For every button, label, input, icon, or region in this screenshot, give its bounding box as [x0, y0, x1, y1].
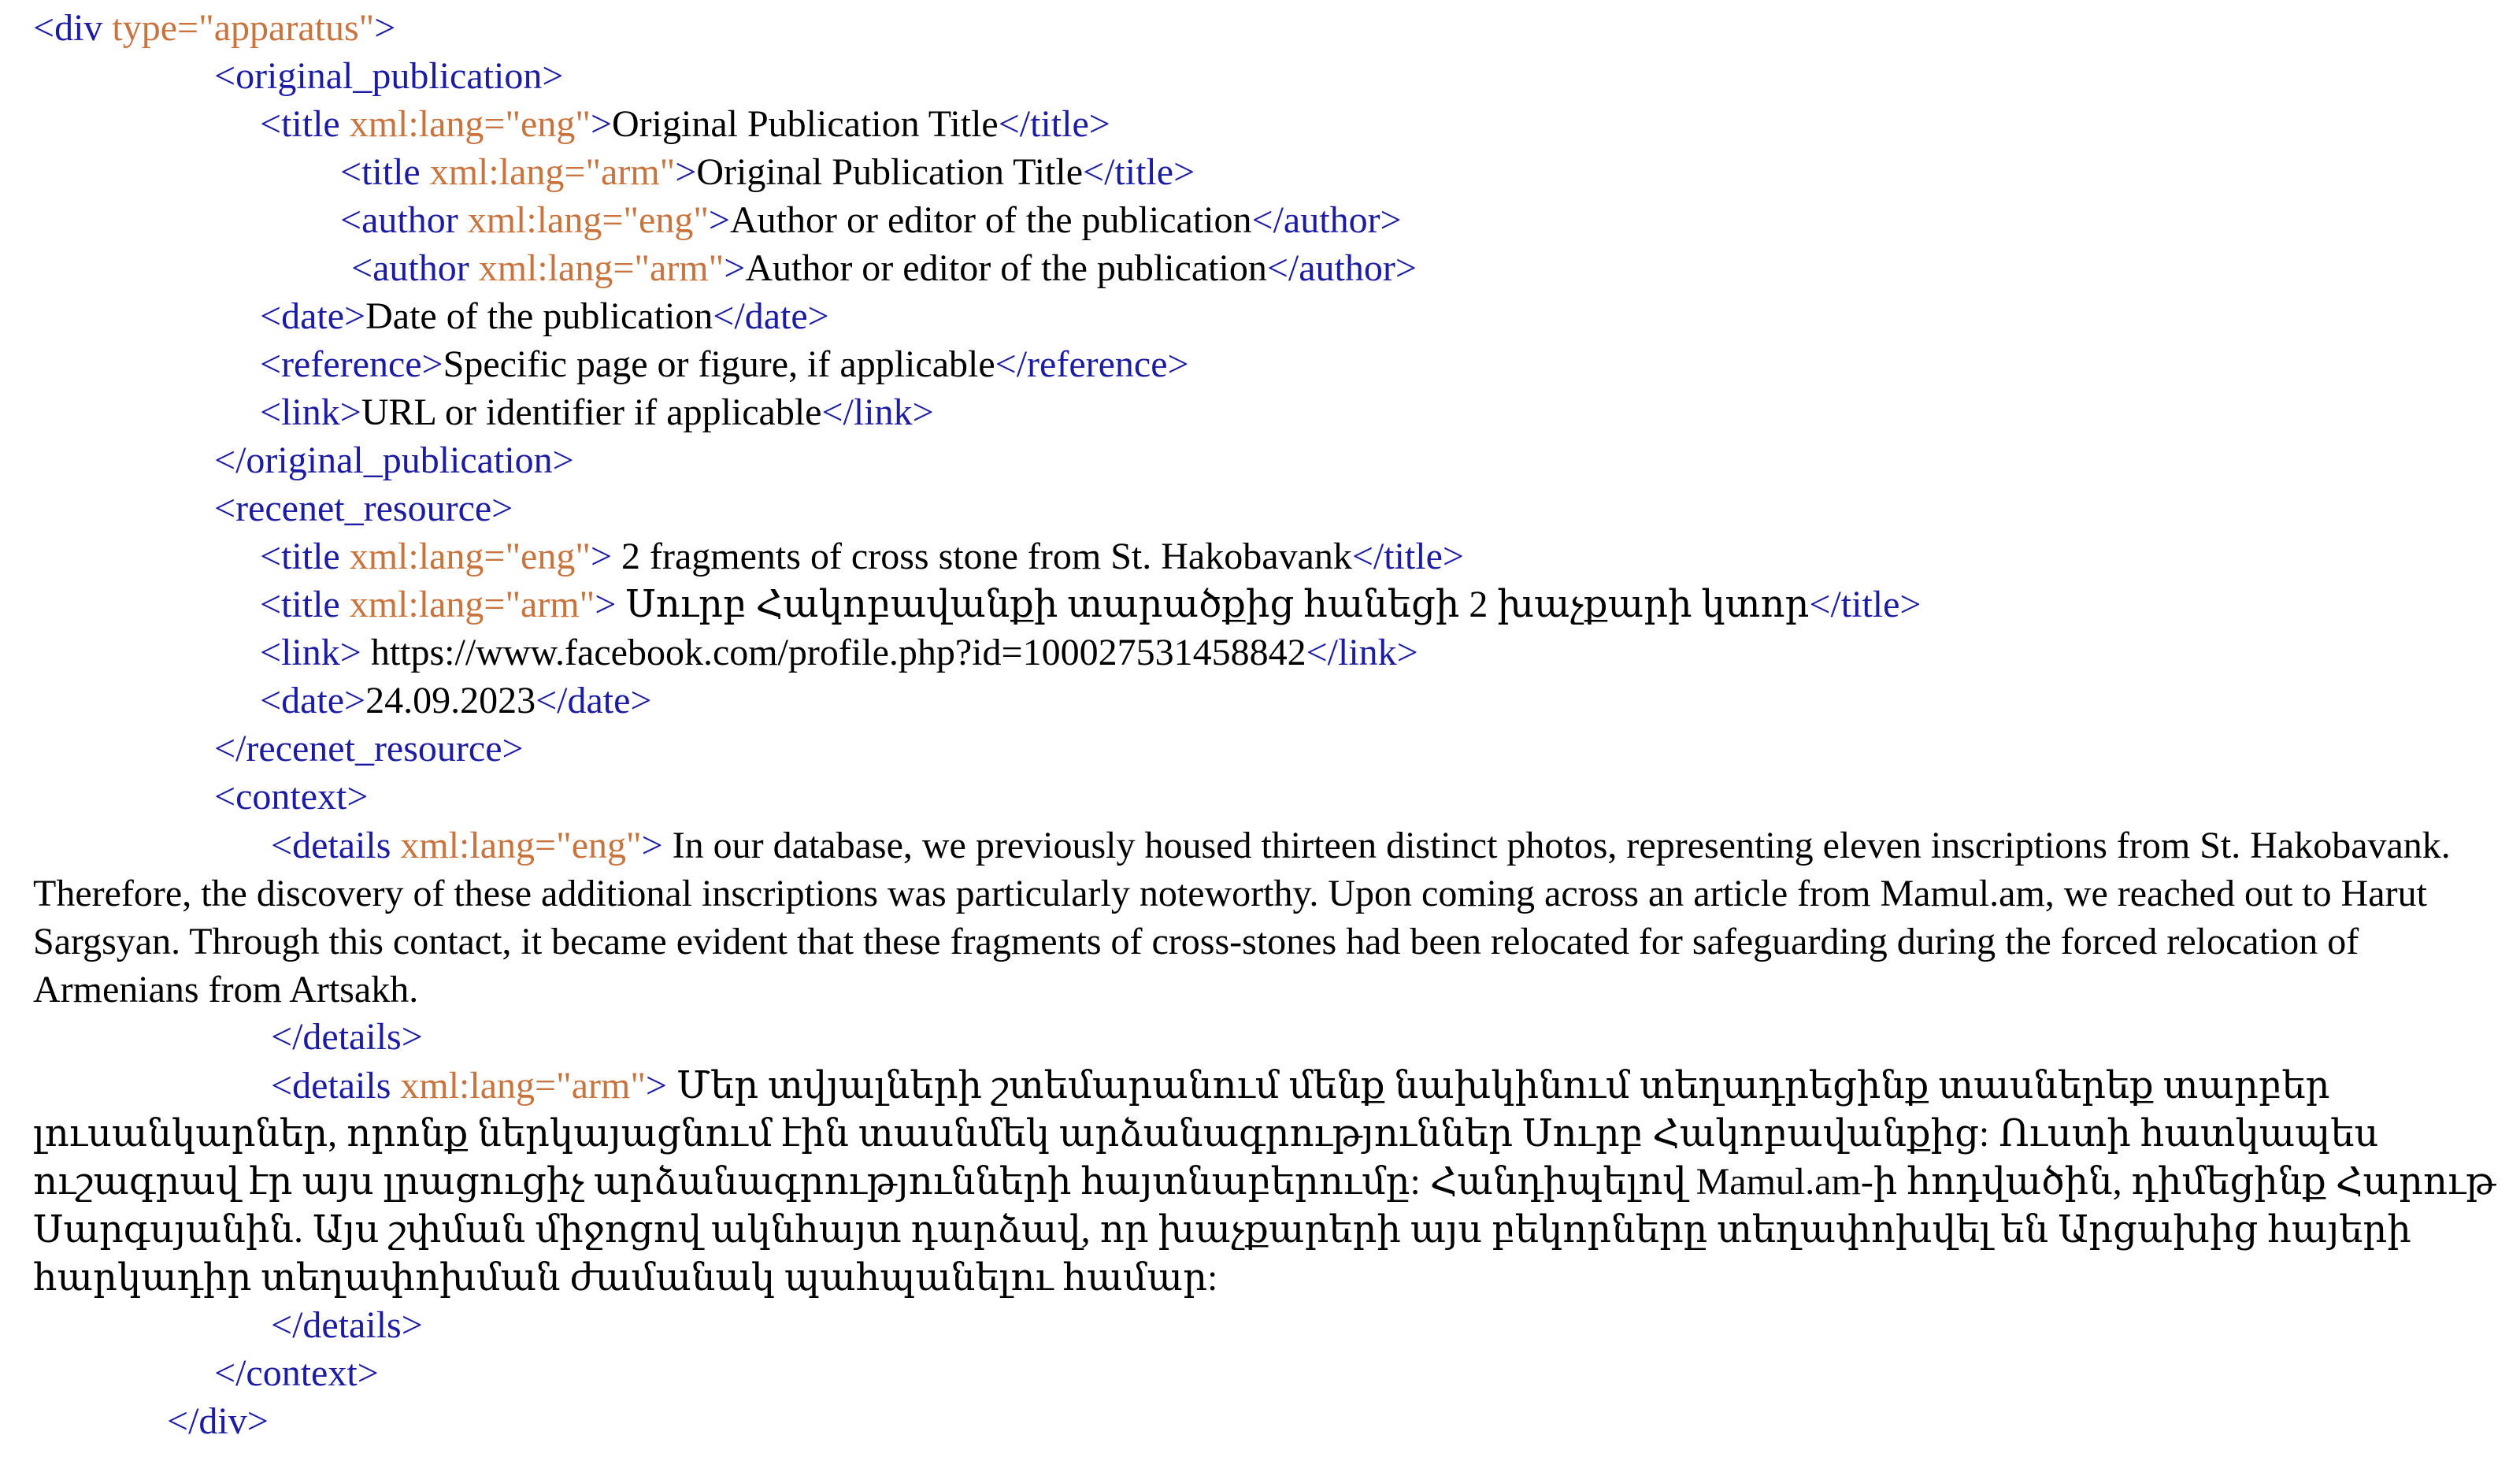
details-eng-close-line	[271, 1014, 423, 1061]
orig-reference-line	[260, 341, 1189, 388]
lang-value: "eng"	[556, 825, 642, 866]
title-open-tag: <title	[340, 151, 421, 193]
details-eng-text: In our database, we previously housed thirteen distinct photos, representing eleven inscriptions from St. Hakobavank. Therefore, the discovery of these additional inscriptions was particularly noteworthy. Upon coming across an article from Mamul.am, we reached out to Harut Sargsyan. Through this contact, it became evident that these fragments of cross-stones had been relocated for safeguarding during the forced relocation of Armenians from Artsakh.	[33, 825, 2451, 1010]
original-publication-open-tag: <original_publication>	[214, 55, 564, 97]
title-close-tag: </title>	[1083, 151, 1195, 193]
original-publication-close-tag: </original_publication>	[214, 439, 574, 481]
div-type-attr: type=	[102, 7, 199, 49]
title-gt: >	[595, 584, 617, 625]
orig-title-eng-text: Original Publication Title	[612, 103, 999, 145]
date-close-tag: </date>	[536, 680, 652, 721]
div-close-line	[167, 1398, 269, 1445]
orig-author-arm-text: Author or editor of the publication	[745, 247, 1267, 289]
orig-title-arm-text: Original Publication Title	[696, 151, 1084, 193]
context-close-line	[214, 1350, 379, 1397]
orig-author-arm-line	[351, 245, 1417, 292]
res-date-line	[260, 677, 652, 725]
reference-close-tag: </reference>	[995, 343, 1189, 385]
details-open-tag: <details	[271, 825, 391, 866]
link-open-tag: <link>	[260, 391, 361, 433]
lang-attr: xml:lang=	[339, 103, 506, 145]
author-gt: >	[724, 247, 746, 289]
lang-attr: xml:lang=	[420, 151, 586, 193]
div-open-gt: >	[374, 7, 396, 49]
title-close-tag: </title>	[998, 103, 1110, 145]
title-close-tag: </title>	[1351, 536, 1464, 577]
title-open-tag: <title	[260, 536, 340, 577]
title-gt: >	[675, 151, 697, 193]
recenet-resource-close-line	[214, 725, 524, 773]
lang-attr: xml:lang=	[339, 584, 506, 625]
details-eng-paragraph	[33, 821, 2511, 1014]
lang-attr: xml:lang=	[339, 536, 506, 577]
details-close-tag: </details>	[271, 1304, 423, 1346]
context-open-tag: <context>	[214, 776, 369, 818]
author-open-tag: <author	[340, 199, 458, 241]
lang-value: "eng"	[623, 199, 709, 241]
link-close-tag: </link>	[1306, 632, 1418, 673]
details-arm-close-line	[271, 1302, 423, 1349]
link-close-tag: </link>	[821, 391, 934, 433]
res-title-arm-text: Սուրբ Հակոբավանքի տարածքից հանեցի 2 խաչքարի կտոր	[616, 584, 1810, 625]
res-title-arm-line	[260, 581, 1922, 629]
date-open-tag: <date>	[260, 680, 366, 721]
orig-title-arm-line	[340, 149, 1195, 196]
lang-attr: xml:lang=	[458, 199, 624, 241]
title-open-tag: <title	[260, 584, 340, 625]
res-link-text: https://www.facebook.com/profile.php?id=100027531458842	[361, 632, 1306, 673]
details-close-tag: </details>	[271, 1016, 423, 1058]
details-arm-paragraph	[33, 1062, 2511, 1302]
details-gt: >	[641, 825, 663, 866]
div-close-tag: </div>	[167, 1400, 269, 1442]
title-gt: >	[590, 103, 613, 145]
date-open-tag: <date>	[260, 295, 366, 337]
div-type-value: "apparatus"	[198, 7, 375, 49]
recenet-resource-close-tag: </recenet_resource>	[214, 728, 524, 769]
details-arm-text: Մեր տվյալների շտեմարանում մենք նախկինում տեղադրեցինք տասներեք տարբեր լուսանկարներ, որոնք ներկայացնում էին տասնմեկ արձանագրություններ Սուրբ Հակոբավանքից: Ուստի հատկապես ուշագրավ էր այս լրացուցիչ արձանագրությունների հայտնաբերումը: Հանդիպելով Mamul.am-ի հոդվածին, դիմեցինք Հարութ Սարգսյանին. Այս շփման միջոցով ակնհայտ դարձավ, որ խաչքարերի այս բեկորները տեղափոխվել են Արցախից հայերի հարկադիր տեղափոխման ժամանակ պահպանելու համար:	[33, 1065, 2496, 1299]
author-gt: >	[708, 199, 730, 241]
res-date-text: 24.09.2023	[365, 680, 536, 721]
lang-attr: xml:lang=	[469, 247, 635, 289]
date-close-tag: </date>	[713, 295, 829, 337]
orig-date-line	[260, 293, 829, 340]
title-open-tag: <title	[260, 103, 340, 145]
author-close-tag: </author>	[1266, 247, 1417, 289]
title-gt: >	[590, 536, 613, 577]
title-close-tag: </title>	[1809, 584, 1922, 625]
lang-value: "arm"	[556, 1065, 646, 1107]
orig-title-eng-line	[260, 101, 1110, 148]
context-close-tag: </context>	[214, 1352, 379, 1394]
recenet-resource-open-tag: <recenet_resource>	[214, 488, 513, 529]
res-title-eng-line	[260, 533, 1464, 580]
lang-value: "arm"	[505, 584, 595, 625]
author-close-tag: </author>	[1251, 199, 1402, 241]
lang-value: "eng"	[505, 536, 591, 577]
orig-link-text: URL or identifier if applicable	[361, 391, 822, 433]
lang-value: "arm"	[634, 247, 724, 289]
original-publication-close-line	[214, 437, 574, 484]
details-open-tag: <details	[271, 1065, 391, 1107]
details-gt: >	[645, 1065, 667, 1107]
res-title-eng-text: 2 fragments of cross stone from St. Hakobavank	[612, 536, 1352, 577]
recenet-resource-open-line	[214, 485, 513, 532]
res-link-line	[260, 629, 1418, 677]
div-open-line	[33, 5, 395, 52]
orig-reference-text: Specific page or figure, if applicable	[443, 343, 995, 385]
author-open-tag: <author	[351, 247, 469, 289]
reference-open-tag: <reference>	[260, 343, 443, 385]
lang-attr: xml:lang=	[391, 1065, 557, 1107]
lang-value: "arm"	[585, 151, 676, 193]
lang-attr: xml:lang=	[391, 825, 557, 866]
lang-value: "eng"	[505, 103, 591, 145]
orig-link-line	[260, 389, 934, 436]
orig-author-eng-text: Author or editor of the publication	[730, 199, 1252, 241]
orig-author-eng-line	[340, 197, 1402, 244]
original-publication-open-line	[214, 53, 563, 100]
context-open-line	[214, 773, 368, 821]
link-open-tag: <link>	[260, 632, 361, 673]
div-open-tag: <div	[33, 7, 103, 49]
orig-date-text: Date of the publication	[365, 295, 713, 337]
